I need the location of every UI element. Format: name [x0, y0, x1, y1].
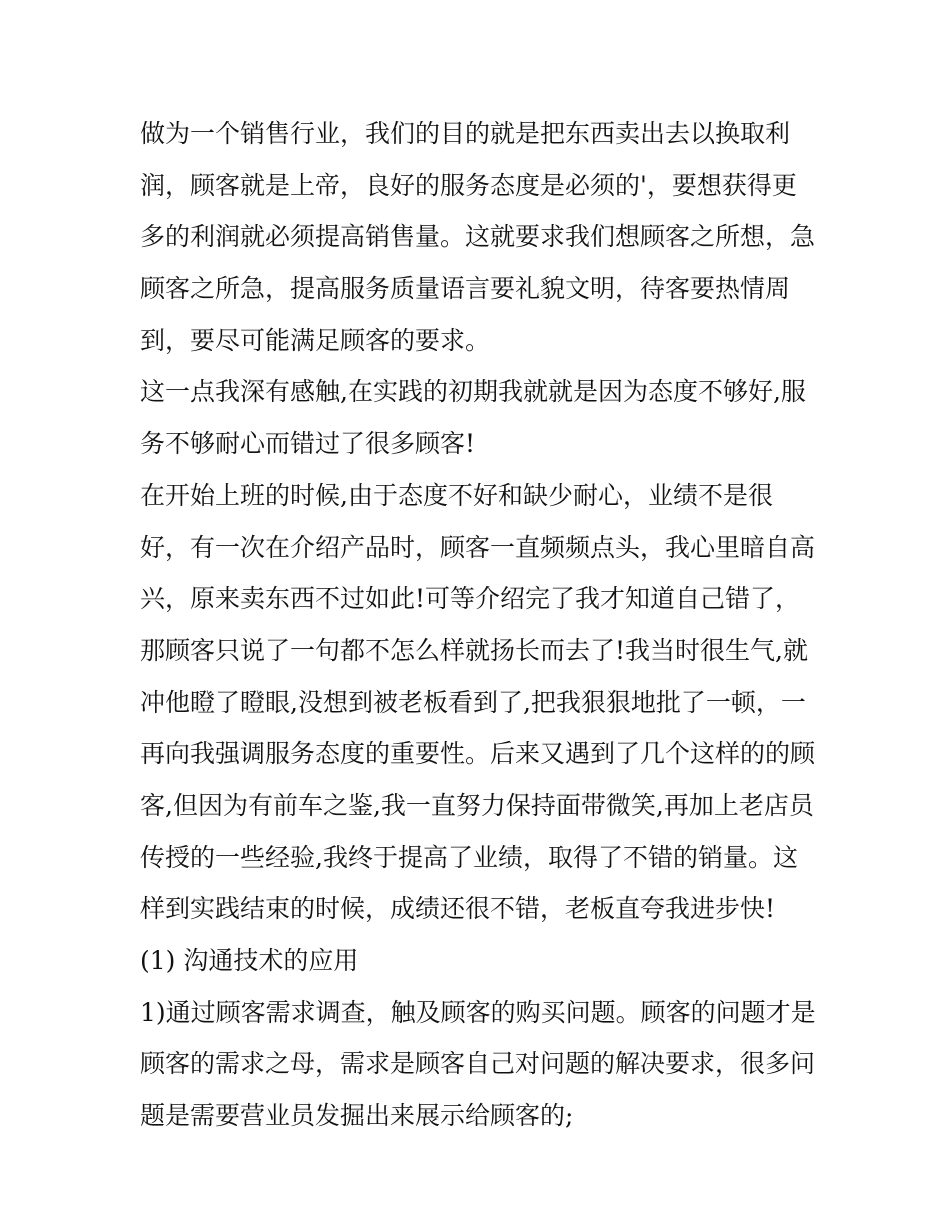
text-line: 到，要尽可能满足顾客的要求。 [140, 325, 491, 355]
text-line: 润，顾客就是上帝，良好的服务态度是必须的'，要想获得更 [140, 170, 797, 200]
text-line: 顾客的需求之母，需求是顾客自己对问题的解决要求，很多问 [140, 1049, 816, 1079]
text-line: 题是需要营业员发掘出来展示给顾客的; [140, 1101, 574, 1131]
text-line: 做为一个销售行业，我们的目的就是把东西卖出去以换取利 [140, 119, 791, 148]
text-line: 好，有一次在介绍产品时，顾客一直频频点头，我心里暗自高 [140, 532, 816, 562]
text-line: 多的利润就必须提高销售量。这就要求我们想顾客之所想，急 [140, 222, 816, 252]
section-heading: (1) 沟通技术的应用 [140, 946, 359, 975]
text-line: 传授的一些经验,我终于提高了业绩，取得了不错的销量。这 [140, 842, 798, 872]
text-line: 这一点我深有感触,在实践的初期我就就是因为态度不够好,服 [140, 377, 806, 407]
text-line: 在开始上班的时候,由于态度不好和缺少耐心，业绩不是很 [140, 480, 773, 510]
text-line: 兴，原来卖东西不过如此!可等介绍完了我才知道自己错了， [140, 584, 801, 614]
text-line: 务不够耐心而错过了很多顾客! [140, 429, 476, 459]
text-line: 那顾客只说了一句都不怎么样就扬长而去了!我当时很生气,就 [140, 635, 808, 665]
text-line: 冲他瞪了瞪眼,没想到被老板看到了,把我狠狠地批了一顿，一 [140, 687, 806, 717]
body-text [140, 108, 820, 1142]
text-line: 再向我强调服务态度的重要性。后来又遇到了几个这样的的顾 [140, 739, 816, 769]
text-line: 顾客之所急，提高服务质量语言要礼貌文明，待客要热情周 [140, 274, 791, 304]
text-line: 样到实践结束的时候，成绩还很不错，老板直夸我进步快! [140, 894, 776, 924]
text-line: 1)通过顾客需求调查，触及顾客的购买问题。顾客的问题才是 [140, 997, 816, 1027]
text-line: 客,但因为有前车之鉴,我一直努力保持面带微笑,再加上老店员 [140, 790, 814, 820]
